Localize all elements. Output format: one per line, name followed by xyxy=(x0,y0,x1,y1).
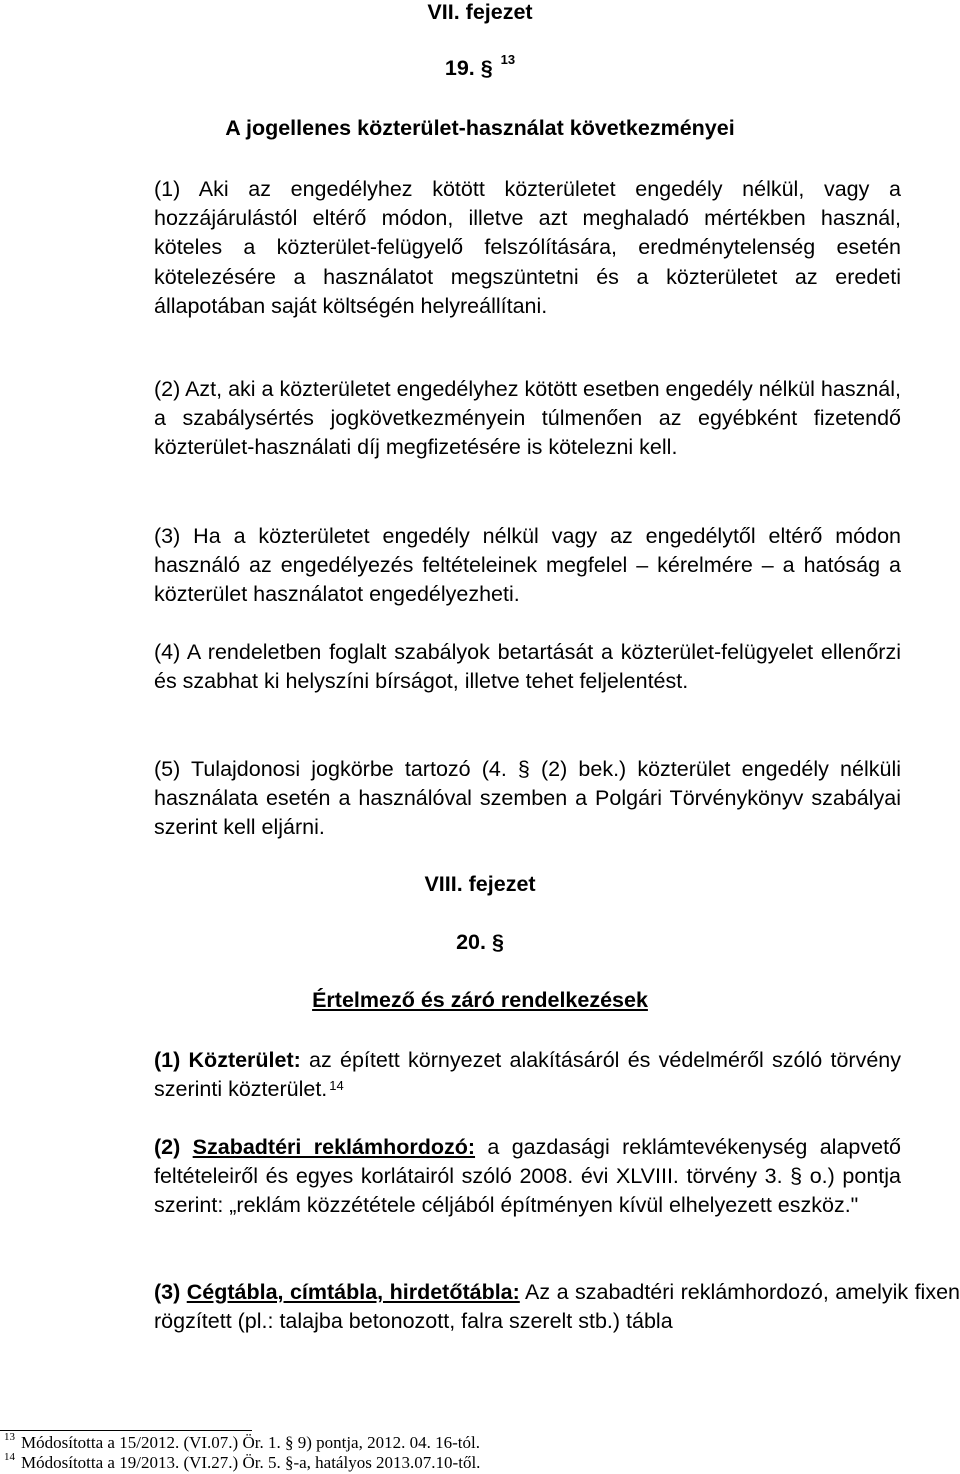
paragraph-1: (1) Aki az engedélyhez kötött közterületet engedély nélkül, vagy a hozzájárulástól eltérő módon, illetve azt meghaladó mértékben használ, köteles a közterület-felügyelő felszólítására, eredménytelenség esetén kötelezésére a használatot megszüntetni és a közterületet az eredeti állapotában saját költségén helyreállítani. xyxy=(154,177,901,318)
definition-2-text: a gazdasági reklámtevékenység alapvető feltételeiről és egyes korlátairól szóló 2008. évi XLVIII. törvény 3. § o.) pontja szerint: „reklám közzététele céljából építményen kívül elhelyezett eszköz." xyxy=(154,1135,901,1218)
chapter-7-heading: VII. fejezet xyxy=(427,0,533,24)
footnote-13-text: Módosította a 15/2012. (VI.07.) Ör. 1. § 9) pontja, 2012. 04. 16-tól. xyxy=(21,1433,480,1452)
definition-2-term: Szabadtéri reklámhordozó: xyxy=(192,1135,476,1159)
footnote-14-number: 14 xyxy=(4,1451,15,1463)
chapter-8-heading: VIII. fejezet xyxy=(424,872,536,896)
paragraph-3: (3) Ha a közterületet engedély nélkül vagy az engedélytől eltérő módon használó az engedélyezés feltételeinek megfelel – kérelmére – a hatóság a közterület használatot engedélyezheti. xyxy=(154,524,901,607)
paragraph-2: (2) Azt, aki a közterületet engedélyhez kötött esetben engedély nélkül használ, a szabálysértés jogkövetkezményein túlmenően az egyébként fizetendő közterület-használati díj megfizetésére is kötelezni kell. xyxy=(154,377,901,460)
section-20-title: Értelmező és záró rendelkezések xyxy=(312,988,648,1012)
section-19-number xyxy=(0,52,960,81)
definition-2-number: (2) xyxy=(154,1135,193,1159)
footnote-separator xyxy=(0,1430,252,1431)
definition-3 xyxy=(154,1278,960,1336)
definition-2 xyxy=(154,1133,901,1221)
paragraph-5: (5) Tulajdonosi jogkörbe tartozó (4. § (2) bek.) közterület engedély nélküli használata esetén a használóval szemben a Polgári Törvénykönyv szabályai szerint kell eljárni. xyxy=(154,757,901,840)
section-20-number: 20. § xyxy=(456,930,504,954)
footnote-ref-14: 14 xyxy=(329,1078,344,1094)
section-19-label: 19. § xyxy=(444,56,499,80)
footnote-13 xyxy=(4,1433,480,1453)
paragraph-4: (4) A rendeletben foglalt szabályok betartását a közterület-felügyelet ellenőrzi és szabhat ki helyszíni bírságot, illetve tehet feljelentést. xyxy=(154,640,901,694)
definition-3-text: Az a szabadtéri reklámhordozó, amelyik fixen rögzített (pl.: talajba betonozott, falra szerelt stb.) tábla xyxy=(154,1280,960,1334)
footnote-ref-13: 13 xyxy=(500,52,516,67)
definition-1-number: (1) xyxy=(154,1048,189,1072)
definition-3-term: Cégtábla, címtábla, hirdetőtábla: xyxy=(186,1280,520,1304)
footnote-13-number: 13 xyxy=(4,1431,15,1443)
footnote-14-text: Módosította a 19/2013. (VI.27.) Ör. 5. §-a, hatályos 2013.07.10-től. xyxy=(21,1453,481,1472)
footnote-14 xyxy=(4,1453,480,1473)
definition-1-term: Közterület: xyxy=(188,1048,301,1072)
definition-3-number: (3) xyxy=(154,1280,187,1304)
definition-1 xyxy=(154,1046,901,1104)
definition-1-text: az épített környezet alakításáról és védelméről szóló törvény szerinti közterület. xyxy=(154,1048,902,1102)
section-19-title: A jogellenes közterület-használat következményei xyxy=(225,116,735,140)
